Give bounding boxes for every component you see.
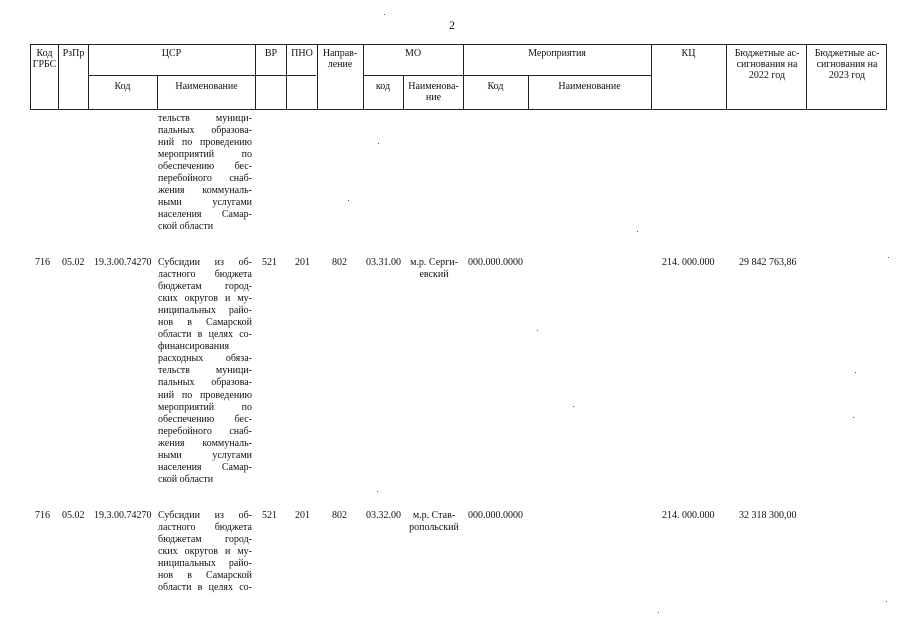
cell-amount-2022: 32 318 300,00 — [739, 510, 797, 521]
header-top-border — [30, 44, 886, 45]
cell-pno: 201 — [295, 510, 310, 521]
cell-grbs: 716 — [35, 510, 50, 521]
cell-mer-code: 000.000.0000 — [468, 510, 523, 521]
header-mo-kod: код — [375, 81, 391, 92]
scan-speck — [637, 231, 638, 232]
cell-csr-code: 19.3.00.74270 — [94, 257, 152, 268]
scan-speck — [888, 257, 889, 258]
page-number: 2 — [449, 18, 455, 32]
cell-csr-code: 19.3.00.74270 — [94, 510, 152, 521]
cell-rzpr: 05.02 — [62, 510, 85, 521]
cell-vr: 521 — [262, 257, 277, 268]
cell-amount-2022: 29 842 763,86 — [739, 257, 797, 268]
table-header — [30, 44, 886, 110]
cell-napravlenie: 802 — [332, 510, 347, 521]
header-mer-name: Наименование — [558, 81, 621, 92]
cell-mo-name: м.р. Серги-евский — [410, 257, 458, 280]
cell-kc: 214. 000.000 — [662, 257, 715, 268]
scan-speck — [886, 601, 887, 602]
header-pno: ПНО — [291, 48, 313, 59]
header-mer-kod: Код — [487, 81, 504, 92]
cell-csr-name: Субсидии из об- ластного бюджета бюджетам город- ских округов и му- ниципальных райо- нов в Самарской области в целях со- — [158, 510, 252, 594]
header-budget-2023: Бюджетные ас-сигнования на 2023 год — [814, 48, 880, 81]
header-meropriyatiya: Мероприятия — [528, 48, 586, 59]
header-rzpr: РзПр — [62, 48, 85, 59]
scan-speck — [378, 143, 379, 144]
header-mo: МО — [404, 48, 422, 59]
cell-mo-code: 03.31.00 — [366, 257, 401, 268]
header-bottom-border — [30, 109, 886, 110]
header-napravlenie: Направ-ление — [322, 48, 358, 70]
scan-speck — [384, 14, 385, 15]
cell-pno: 201 — [295, 257, 310, 268]
header-kc: КЦ — [681, 48, 696, 59]
header-kod-grbs: Код ГРБС — [32, 48, 57, 70]
header-vr: ВР — [264, 48, 278, 59]
mo-mer-subheader-line — [363, 75, 651, 76]
scan-speck — [658, 612, 659, 613]
cell-mo-code: 03.32.00 — [366, 510, 401, 521]
header-csr: ЦСР — [161, 48, 182, 59]
scan-speck — [855, 372, 856, 373]
cell-mer-code: 000.000.0000 — [468, 257, 523, 268]
scan-speck — [537, 330, 538, 331]
header-csr-name: Наименование — [175, 81, 238, 92]
scan-speck — [377, 491, 378, 492]
header-budget-2022: Бюджетные ас-сигнования на 2022 год — [734, 48, 800, 81]
scan-speck — [853, 417, 854, 418]
csr-subheader-line — [88, 75, 316, 76]
cell-grbs: 716 — [35, 257, 50, 268]
header-csr-kod: Код — [114, 81, 131, 92]
scan-speck — [573, 406, 574, 407]
cell-rzpr: 05.02 — [62, 257, 85, 268]
header-mo-name: Наименова-ние — [408, 81, 459, 103]
cell-csr-name: Субсидии из об- ластного бюджета бюджетам город- ских округов и му- ниципальных райо- нов в Самарской области в целях со- финансирования расходных обяза- тельств муници- пальных образова- ний по проведению мероприятий по обеспечению бес- перебойного снаб- жения коммуналь- ными услугами населения Самар- ской области — [158, 257, 252, 485]
cell-kc: 214. 000.000 — [662, 510, 715, 521]
cell-mo-name: м.р. Став-ропольский — [409, 510, 459, 533]
scan-speck — [348, 200, 349, 201]
continued-description: тельств муници- пальных образова- ний по проведению мероприятий по обеспечению бес- перебойного снаб- жения коммуналь- ными услугами населения Самар- ской области — [158, 113, 252, 233]
cell-napravlenie: 802 — [332, 257, 347, 268]
cell-vr: 521 — [262, 510, 277, 521]
